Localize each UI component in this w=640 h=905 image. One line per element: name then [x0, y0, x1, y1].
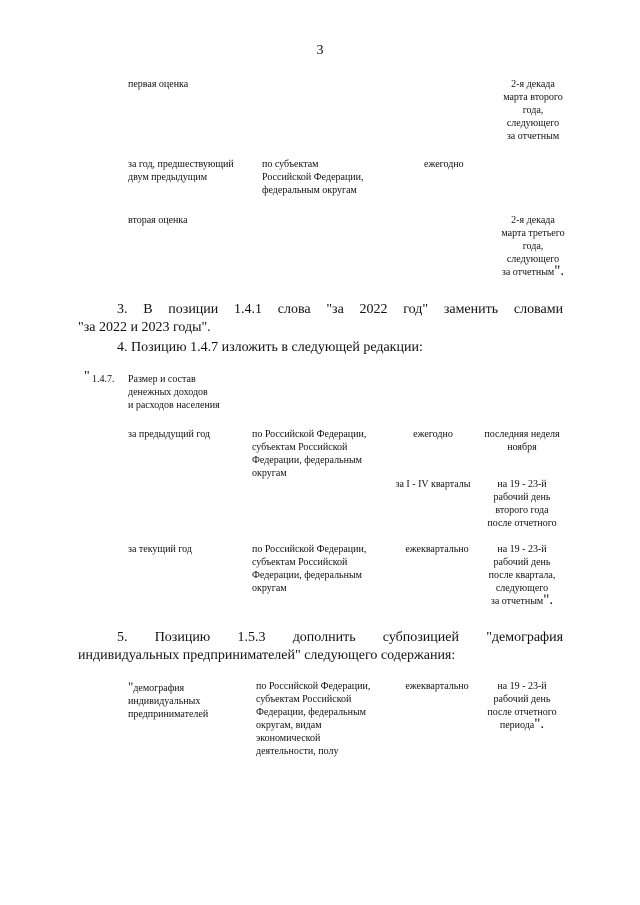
frequency-quarters: за I - IV кварталы	[395, 479, 471, 490]
term-after-period: на 19 - 23-й рабочий день после отчетного периода".	[487, 681, 557, 732]
detail-subjects-districts: по субъектам Российской Федерации, федеральным округам	[262, 159, 364, 196]
closing-quote: ".	[534, 716, 545, 732]
detail-rf-subjects: по Российской Федерации, субъектам Российской Федерации, федеральным округам	[252, 544, 367, 594]
row-first-estimate: первая оценка	[128, 79, 189, 90]
opening-quote: "	[84, 369, 90, 384]
subposition-name: "демография индивидуальных предпринимателей	[128, 679, 209, 720]
term-last-week-november: последняя неделя ноября	[484, 429, 560, 453]
frequency-quarterly: ежеквартально	[405, 544, 469, 555]
position-title: Размер и состав денежных доходов и расходов населения	[128, 374, 220, 411]
frequency-annual: ежегодно	[413, 429, 453, 440]
row-previous-year: за предыдущий год	[128, 429, 210, 440]
row-second-estimate: вторая оценка	[128, 215, 188, 226]
position-code: 1.4.7.	[92, 374, 115, 385]
detail-rf-subjects-okved: по Российской Федерации, субъектам Российской Федерации, федеральным округам, видам экономической деятельности, полу	[256, 681, 371, 757]
page-number: 3	[316, 43, 324, 58]
frequency-annual: ежегодно	[424, 159, 464, 170]
paragraph-3-line-1: 3. В позиции 1.4.1 слова "за 2022 год" заменить словами	[117, 302, 564, 317]
opening-quote: "	[128, 679, 134, 694]
term-first-estimate: 2-я декада марта второго года, следующего за отчетным	[503, 79, 563, 142]
row-current-year: за текущий год	[128, 544, 192, 555]
row-year-before-two: за год, предшествующий двум предыдущим	[128, 159, 234, 183]
detail-rf-subjects: по Российской Федерации, субъектам Российской Федерации, федеральным округам	[252, 429, 367, 479]
paragraph-3-line-2: "за 2022 и 2023 годы".	[78, 320, 211, 335]
paragraph-4: 4. Позицию 1.4.7 изложить в следующей редакции:	[117, 340, 423, 355]
term-second-year: на 19 - 23-й рабочий день второго года после отчетного	[487, 479, 557, 529]
paragraph-5-line-1: 5. Позицию 1.5.3 дополнить субпозицией "демография	[117, 630, 564, 645]
term-after-quarter: на 19 - 23-й рабочий день после квартала, следующего за отчетным".	[488, 544, 556, 608]
term-second-estimate: 2-я декада марта третьего года, следующего за отчетным".	[501, 215, 565, 279]
paragraph-5-line-2: индивидуальных предпринимателей" следующего содержания:	[78, 648, 456, 663]
closing-quote: ".	[543, 592, 554, 608]
closing-quote: ".	[554, 263, 565, 279]
frequency-quarterly: ежеквартально	[405, 681, 469, 692]
